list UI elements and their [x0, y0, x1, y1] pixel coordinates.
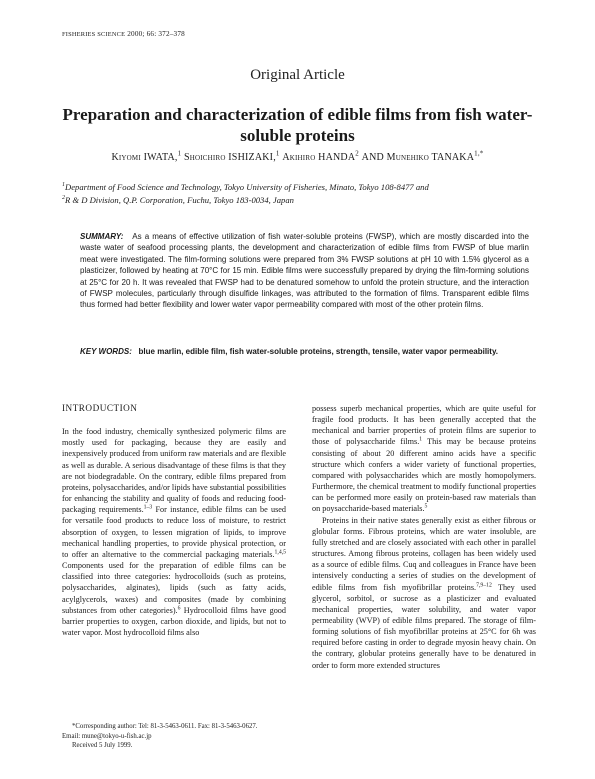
author-name: Akihiro HANDA: [282, 152, 356, 163]
abstract-text: As a means of effective utilization of fish water-soluble proteins (FWSP), which are mostly discarded into the waste water of seafood processing plants, the development and characterization of edible films from FWSP of blue marlin meat were investigated. The film-forming solutions were prepared from 3% FWSP solutions at pH 10 with 1.5% glycerol as a plasticizer, followed by heating at 70°C for 15 min. Edible films were successfully prepared by drying the film-forming solutions at 25°C for 20 h. It was revealed that FWSP had to be denatured somehow to unfold the protein structure, and the interaction of FWSP molecules, particularly through disulfide linkages, was attributed to the formation of films. Transparent edible films thus formed had better flexibility and lower water vapor permeability compared with most of the other protein films.: [80, 232, 529, 310]
author-affil-mark: 1: [177, 149, 182, 158]
affiliation-mark: 2: [62, 194, 66, 201]
citation-mark: 5: [424, 503, 428, 510]
paragraph: [312, 515, 536, 671]
author-name: Kiyomi IWATA,: [111, 152, 178, 163]
paragraph-text: For instance, edible films can be used for versatile food products to reduce loss of moisture, to restrict absorption of oxygen, to lessen migration of lipids, to improve mechanical handling properties, to provide physical protection, or to offer an alternative to the commercial packaging materials.: [62, 505, 286, 559]
footnote: [62, 722, 286, 751]
article-type: Original Article: [250, 67, 345, 83]
paragraph-text: possess superb mechanical properties, which are quite useful for fragile food products. It has been generally accepted that the mechanical and barrier properties of protein films are superior to those of polysaccharide films.: [312, 404, 536, 447]
affiliation-2: [62, 194, 533, 207]
paragraph-text: In the food industry, chemically synthesized polymeric films are mostly used for packaging, because they are easily and inexpensively produced from uniform raw materials and are flexible as well as durable. A serious disadvantage of these films is that they are not biodegradable. On the contrary, edible films prepared from proteins, polysaccharides, and/or lipids have substantial possibilities for enhancing the stability and quality of foods and reducing food-packaging requirements.: [62, 427, 286, 515]
affiliations: [62, 181, 533, 206]
paragraph-text: They used glycerol, sorbitol, or sucrose as a plasticizer and evaluated mechanical properties, water solubility, and water vapor permeability (WVP) of edible films prepared. The storage of film-forming solutions of fish myofibrillar proteins at 25°C for 6h was required before casting in order to degrade myosin heavy chain. On the contrary, globular proteins generally have to be denatured in order to form more extended structures: [312, 582, 536, 670]
citation-mark: 6: [177, 604, 181, 611]
author-affil-mark: 1,*: [474, 149, 484, 158]
corresponding-author: *Corresponding author: Tel: 81-3-5463-0611. Fax: 81-3-5463-0627.: [72, 723, 258, 730]
author-list: [40, 149, 555, 163]
affiliation-text: Department of Food Science and Technology, Tokyo University of Fisheries, Minato, Tokyo 108-8477 and: [65, 182, 429, 192]
author-name: AND Munehiko TANAKA: [361, 152, 475, 163]
keywords-text: blue marlin, edible film, fish water-soluble proteins, strength, tensile, water vapor permeability.: [138, 347, 499, 356]
abstract-label: SUMMARY:: [80, 232, 124, 241]
citation-mark: 1: [419, 436, 423, 443]
paper-title: Preparation and characterization of edible films from fish water-soluble proteins: [62, 105, 533, 145]
citation-mark: 1–3: [143, 504, 153, 511]
journal-name: FISHERIES SCIENCE: [62, 31, 126, 38]
author-affil-mark: 2: [355, 149, 359, 158]
column-left: [62, 403, 286, 638]
affiliation-mark: 1: [62, 182, 66, 189]
paragraph: [312, 403, 536, 515]
section-heading: INTRODUCTION: [62, 403, 138, 413]
running-head: [62, 30, 185, 38]
paragraph-text: Components used for the preparation of edible films can be classified into three categories: hydrocolloids (such as proteins, polysaccharides, alginates), lipids (such as fatty acids, acylglycerols, waxes) and composites (made by combining substances from other categories).: [62, 561, 286, 615]
paragraph-text: This may be because proteins consisting of about 20 different amino acids have a specific structure which confers a wider variety of functional properties, compared with polysaccharides which are mostly homopolymers. Furthermore, the chemical treatment to modify functional properties can be performed more easily on protein-based raw materials than on poysaccharide-based materials.: [312, 437, 536, 514]
paragraph: [62, 426, 286, 638]
abstract: [80, 231, 529, 311]
paragraph-text: Hydrocolloid films have good barrier properties to oxygen, carbon dioxide, and lipids, but not to water vapor. Most hydrocolloid films also: [62, 605, 286, 637]
keywords-label: KEY WORDS:: [80, 347, 132, 356]
received-date: Received 5 July 1999.: [72, 742, 133, 749]
citation-mark: 1,4,5: [274, 549, 286, 556]
keywords: [80, 346, 529, 357]
citation-mark: 7,9–12: [476, 581, 492, 588]
author-name: Shoichiro ISHIZAKI,: [184, 152, 276, 163]
email: Email: mune@tokyo-u-fish.ac.jp: [62, 732, 152, 740]
paragraph-text: Proteins in their native states generally exist as either fibrous or globular forms. Fibrous proteins, which are water insoluble, are fully stretched and are closely associated with each other in parallel structures. Among fibrous proteins, collagen has been widely used as a source of edible films. Cuq and colleagues in France have been intensively conducting a series of studies on the development of edible films from fish myofibrillar proteins.: [312, 515, 536, 592]
author-affil-mark: 1: [275, 149, 280, 158]
column-right: [312, 403, 536, 671]
affiliation-1: [62, 181, 533, 194]
citation: 2000; 66: 372–378: [127, 30, 185, 38]
affiliation-text: R & D Division, Q.P. Corporation, Fuchu, Tokyo 183-0034, Japan: [65, 194, 294, 205]
